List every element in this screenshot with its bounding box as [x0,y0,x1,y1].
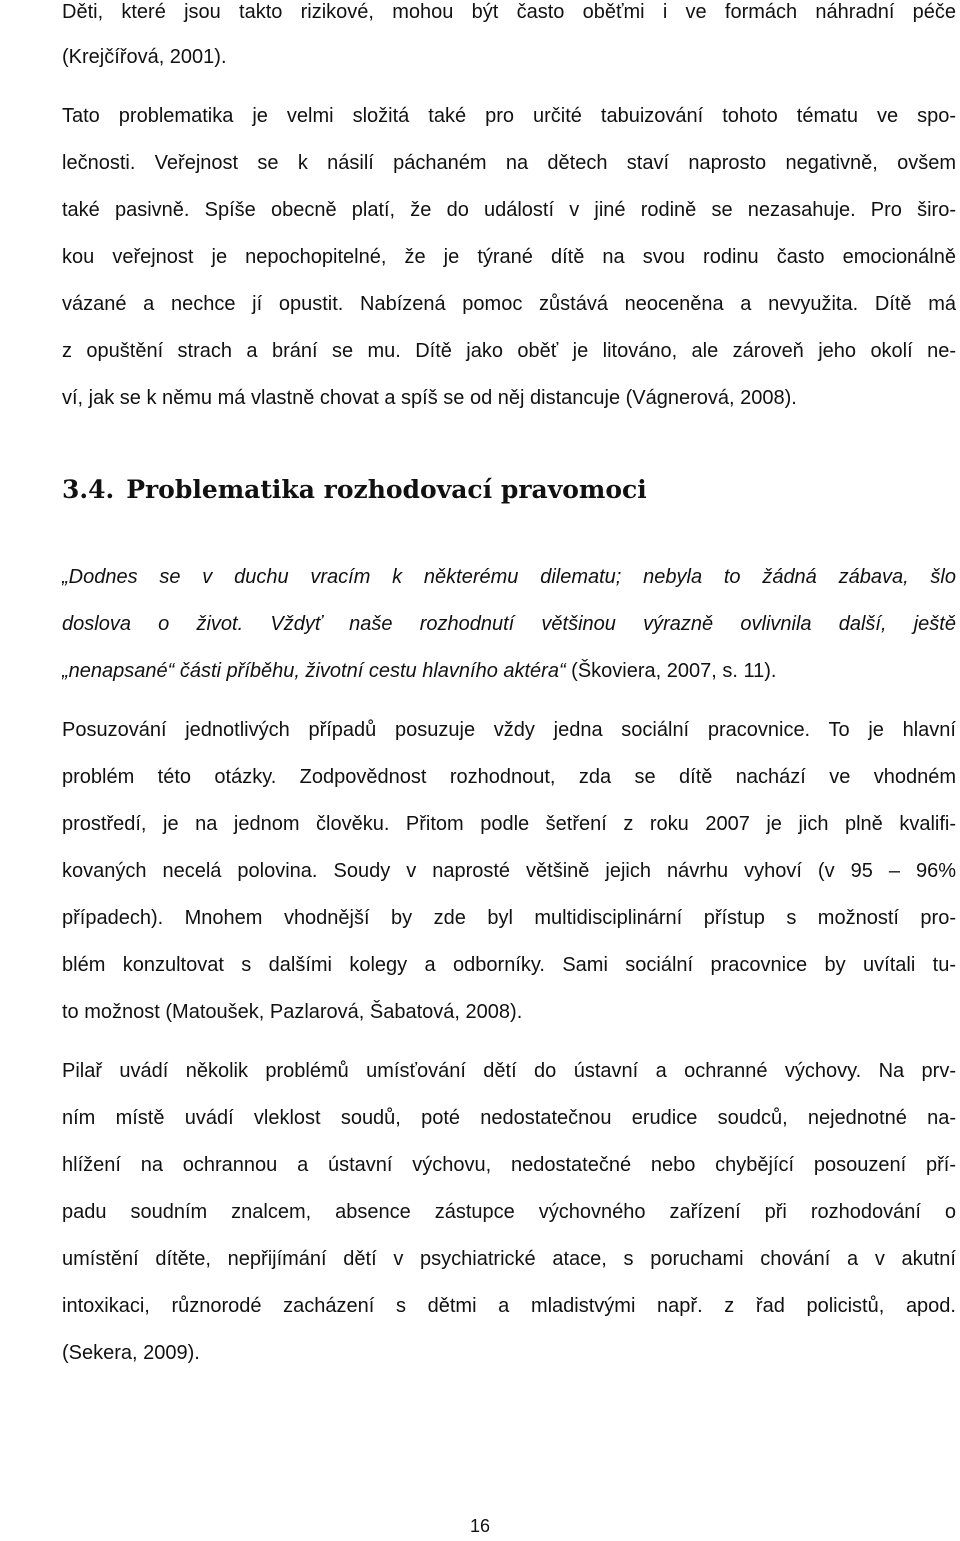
text-line: (Krejčířová, 2001). [62,46,227,68]
text-line: lečnosti. Veřejnost se k násilí páchaném na dětech staví naprosto negativně, ovšem [62,152,956,174]
paragraph-1 [62,0,956,81]
text-line: Posuzování jednotlivých případů posuzuje vždy jedna sociální pracovnice. To je hlavní [62,719,956,741]
quote-line: doslova o život. Vždyť naše rozhodnutí většinou výrazně ovlivnila další, ještě [62,613,956,635]
text-line: umístění dítěte, nepřijímání dětí v psychiatrické atace, s poruchami chování a v akutní [62,1248,956,1270]
quote-line [62,648,956,695]
text-line: prostředí, je na jednom člověku. Přitom podle šetření z roku 2007 je jich plně kvalifi- [62,813,956,835]
page-number: 16 [469,1516,491,1536]
paragraph-2 [62,93,956,422]
text-line: blém konzultovat s dalšími kolegy a odborníky. Sami sociální pracovnice by uvítali tu- [62,954,956,976]
text-line: Pilař uvádí několik problémů umísťování dětí do ústavní a ochranné výchovy. Na prv- [62,1060,956,1082]
text-line: ví, jak se k němu má vlastně chovat a spíš se od něj distancuje (Vágnerová, 2008). [62,387,797,409]
text-line: také pasivně. Spíše obecně platí, že do událostí v jiné rodině se nezasahuje. Pro širo- [62,199,956,221]
text-line: Tato problematika je velmi složitá také pro určité tabuizování tohoto tématu ve spo- [62,105,956,127]
text-line: kou veřejnost je nepochopitelné, že je týrané dítě na svou rodinu často emocionálně [62,246,956,268]
text-line: padu soudním znalcem, absence zástupce výchovného zařízení při rozhodování o [62,1201,956,1223]
text-line: (Sekera, 2009). [62,1342,200,1364]
document-page [62,0,956,1377]
paragraph-3 [62,707,956,1036]
text-line: to možnost (Matoušek, Pazlarová, Šabatová, 2008). [62,1001,523,1023]
quote-line: „Dodnes se v duchu vracím k některému dilematu; nebyla to žádná zábava, šlo [62,566,956,588]
text-line: kovaných necelá polovina. Soudy v naprosté většině jejich návrhu vyhoví (v 95 – 96% [62,860,956,882]
text-line: Děti, které jsou takto rizikové, mohou být často oběťmi i ve formách náhradní péče [62,1,956,23]
section-number: 3.4. [62,475,115,504]
paragraph-4 [62,1048,956,1377]
text-line: případech). Mnohem vhodnější by zde byl multidisciplinární přístup s možností pro- [62,907,956,929]
section-heading [62,468,956,512]
text-line: ním místě uvádí vleklost soudů, poté nedostatečnou erudice soudců, nejednotné na- [62,1107,956,1129]
text-line: problém této otázky. Zodpovědnost rozhodnout, zda se dítě nachází ve vhodném [62,766,956,788]
quote-text: „nenapsané“ části příběhu, životní cestu hlavního aktéra“ [62,660,566,682]
text-line: hlížení na ochrannou a ústavní výchovu, nedostatečné nebo chybějící posouzení pří- [62,1154,956,1176]
quote-citation: (Škoviera, 2007, s. 11). [565,660,777,682]
text-line: z opuštění strach a brání se mu. Dítě jako oběť je litováno, ale zároveň jeho okolí ne- [62,340,956,362]
text-line: vázané a nechce jí opustit. Nabízená pomoc zůstává neoceněna a nevyužita. Dítě má [62,293,956,315]
section-title: Problematika rozhodovací pravomoci [126,475,647,504]
text-line: intoxikaci, různorodé zacházení s dětmi a mladistvými např. z řad policistů, apod. [62,1295,956,1317]
block-quote [62,554,956,695]
